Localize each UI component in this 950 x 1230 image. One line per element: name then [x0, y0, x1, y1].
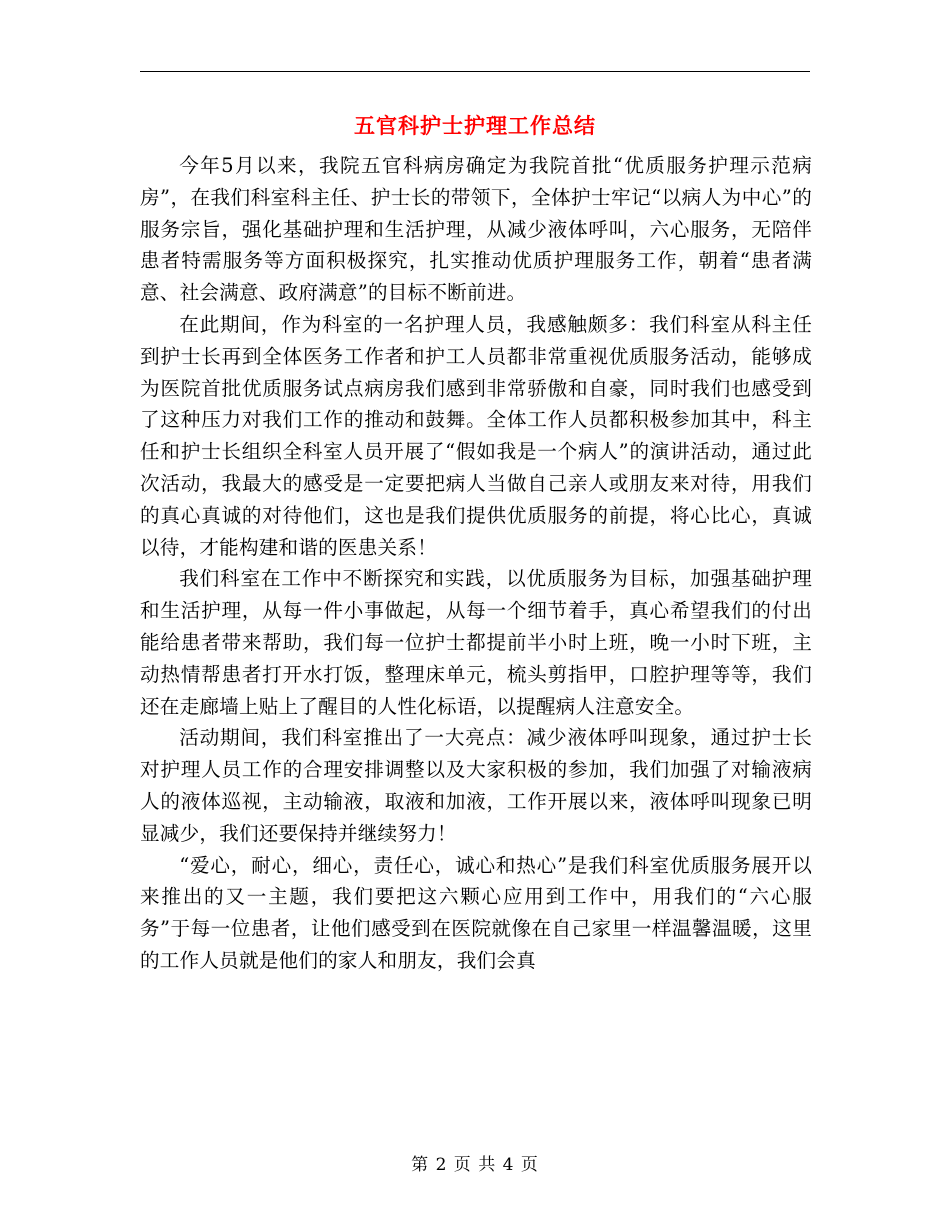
page-footer: 第 2 页 共 4 页 — [411, 1155, 539, 1175]
document-body — [140, 150, 812, 977]
paragraph-4: 活动期间，我们科室推出了一大亮点：减少液体呼叫现象，通过护士长对护理人员工作的合理安排调整以及大家积极的参加，我们加强了对输液病人的液体巡视，主动输液，取液和加液，工作开展以来，液体呼叫现象已明显减少，我们还要保持并继续努力！ — [140, 726, 812, 845]
paragraph-5: “爱心，耐心，细心，责任心，诚心和热心”是我们科室优质服务展开以来推出的又一主题，我们要把这六颗心应用到工作中，用我们的“六心服务”于每一位患者，让他们感受到在医院就像在自己家里一样温馨温暖，这里的工作人员就是他们的家人和朋友，我们会真 — [140, 853, 812, 972]
document-title: 五官科护士护理工作总结 — [354, 113, 596, 138]
paragraph-1: 今年5月以来，我院五官科病房确定为我院首批“优质服务护理示范病房”，在我们科室科主任、护士长的带领下，全体护士牢记“以病人为中心”的服务宗旨，强化基础护理和生活护理，从减少液体呼叫，六心服务，无陪伴患者特需服务等方面积极探究，扎实推动优质护理服务工作，朝着“患者满意、社会满意、政府满意”的目标不断前进。 — [140, 154, 812, 305]
paragraph-2: 在此期间，作为科室的一名护理人员，我感触颇多：我们科室从科主任到护士长再到全体医务工作者和护工人员都非常重视优质服务活动，能够成为医院首批优质服务试点病房我们感到非常骄傲和自豪，同时我们也感受到了这种压力对我们工作的推动和鼓舞。全体工作人员都积极参加其中，科主任和护士长组织全科室人员开展了“假如我是一个病人”的演讲活动，通过此次活动，我最大的感受是一定要把病人当做自己亲人或朋友来对待，用我们的真心真诚的对待他们，这也是我们提供优质服务的前提，将心比心，真诚以待，才能构建和谐的医患关系！ — [140, 312, 812, 559]
paragraph-3: 我们科室在工作中不断探究和实践，以优质服务为目标，加强基础护理和生活护理，从每一件小事做起，从每一个细节着手，真心希望我们的付出能给患者带来帮助，我们每一位护士都提前半小时上班，晚一小时下班，主动热情帮患者打开水打饭，整理床单元，梳头剪指甲，口腔护理等等，我们还在走廊墙上贴上了醒目的人性化标语，以提醒病人注意安全。 — [140, 567, 812, 718]
header-rule — [140, 71, 810, 72]
